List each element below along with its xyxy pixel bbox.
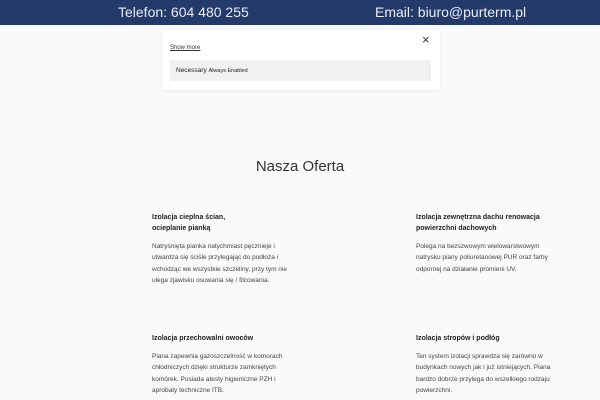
top-bar <box>0 0 600 25</box>
necessary-label: Necessary <box>176 67 207 74</box>
offer-text: Piana zapewnia gazoszczelność w komorach chłodniczych dzięki strukturze zamkniętych komórek. Posiada atesty higieniczne PZH i aprobaty techniczne ITB. <box>152 353 283 394</box>
offer-card <box>152 212 297 286</box>
close-icon[interactable]: × <box>422 32 430 47</box>
necessary-cookies-row[interactable] <box>170 60 431 81</box>
offer-title: Izolacja zewnętrzna dachu renowacja powierzchni dachowych <box>416 214 540 232</box>
offer-text: Ten system izolacji sprawdza się zarówno w budynkach nowych jak i już istniejących. Piana bardzo dobrze przylega do wszelkiego rodzaju powierzchni. <box>416 353 551 394</box>
offer-card <box>152 333 287 396</box>
offer-card <box>416 333 556 396</box>
offer-text: Natryśnięta pianka natychmiast pęcznieje i utwardza się ściśle przylegając do podłoża i wchodząc we wszystkie szczeliny, przy tym nie ulega zjawisku osuwania się / filcowania. <box>152 243 287 284</box>
offer-text: Polega na bezszwowym wielowarstwowym natrysku piany poliuretanowej PUR oraz farby odpornej na działanie promieni UV. <box>416 243 548 273</box>
offer-title: Izolacja przechowalni owoców <box>152 335 254 342</box>
offer-card <box>416 212 556 275</box>
email-address[interactable]: Email: biuro@purterm.pl <box>375 4 527 20</box>
offer-title: Izolacja cieplna ścian, ocieplanie pianką <box>152 214 226 232</box>
show-more-link[interactable]: Show more <box>170 45 201 51</box>
cookie-consent-modal <box>162 30 440 90</box>
always-enabled-label: Always Enabled <box>208 68 248 74</box>
phone-number[interactable]: Telefon: 604 480 255 <box>118 4 249 20</box>
offer-title: Izolacja stropów i podłóg <box>416 335 500 342</box>
section-title: Nasza Oferta <box>255 158 345 175</box>
